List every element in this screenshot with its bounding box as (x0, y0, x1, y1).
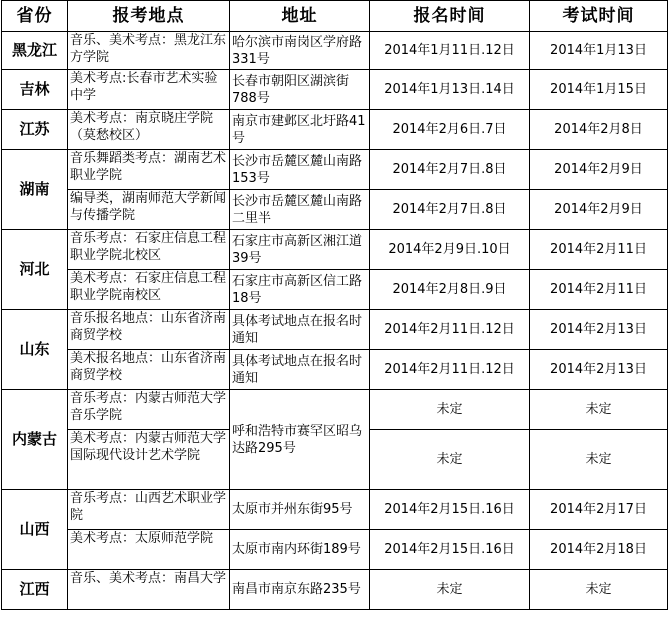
address-cell: 南昌市南京东路235号 (230, 570, 370, 610)
address-cell: 呼和浩特市赛罕区昭乌达路295号 (230, 390, 370, 490)
address-cell: 太原市南内环街189号 (230, 530, 370, 570)
registration-time-cell: 2014年2月7日.8日 (370, 150, 530, 190)
header-row (2, 1, 668, 32)
header-address: 地址 (230, 1, 370, 32)
site-cell: 美术考点：内蒙古师范大学国际现代设计艺术学院 (68, 430, 230, 490)
table-row (2, 350, 668, 390)
exam-time-cell: 未定 (530, 390, 668, 430)
exam-time-cell: 未定 (530, 570, 668, 610)
table-row (2, 70, 668, 110)
province-cell: 吉林 (2, 70, 68, 110)
address-cell: 石家庄市高新区湘江道39号 (230, 230, 370, 270)
exam-time-cell: 2014年2月11日 (530, 270, 668, 310)
site-cell: 美术考点：太原师范学院 (68, 530, 230, 570)
exam-time-cell: 2014年2月13日 (530, 310, 668, 350)
table-row (2, 32, 668, 70)
table-row (2, 490, 668, 530)
address-cell: 长春市朝阳区湖滨街788号 (230, 70, 370, 110)
site-cell: 音乐报名地点：山东省济南商贸学校 (68, 310, 230, 350)
site-cell: 编导类，湖南师范大学新闻与传播学院 (68, 190, 230, 230)
exam-time-cell: 2014年2月17日 (530, 490, 668, 530)
site-cell: 音乐、美术考点：南昌大学 (68, 570, 230, 610)
province-cell: 内蒙古 (2, 390, 68, 490)
exam-time-cell: 2014年2月9日 (530, 190, 668, 230)
address-cell: 具体考试地点在报名时通知 (230, 310, 370, 350)
table-row (2, 570, 668, 610)
table-row (2, 390, 668, 430)
exam-time-cell: 2014年1月13日 (530, 32, 668, 70)
header-exam-time: 考试时间 (530, 1, 668, 32)
site-cell: 音乐考点：内蒙古师范大学音乐学院 (68, 390, 230, 430)
province-cell: 湖南 (2, 150, 68, 230)
exam-time-cell: 2014年2月8日 (530, 110, 668, 150)
header-site: 报考地点 (68, 1, 230, 32)
registration-time-cell: 2014年2月8日.9日 (370, 270, 530, 310)
province-cell: 江苏 (2, 110, 68, 150)
registration-time-cell: 2014年2月9日.10日 (370, 230, 530, 270)
registration-time-cell: 未定 (370, 390, 530, 430)
exam-time-cell: 2014年2月11日 (530, 230, 668, 270)
site-cell: 美术考点：石家庄信息工程职业学院南校区 (68, 270, 230, 310)
address-cell: 哈尔滨市南岗区学府路331号 (230, 32, 370, 70)
address-cell: 长沙市岳麓区麓山南路153号 (230, 150, 370, 190)
address-cell: 太原市并州东街95号 (230, 490, 370, 530)
registration-time-cell: 2014年2月6日.7日 (370, 110, 530, 150)
province-cell: 山东 (2, 310, 68, 390)
table-row (2, 310, 668, 350)
table-row (2, 110, 668, 150)
registration-time-cell: 2014年1月11日.12日 (370, 32, 530, 70)
province-cell: 山西 (2, 490, 68, 570)
province-cell: 黑龙江 (2, 32, 68, 70)
registration-time-cell: 2014年2月7日.8日 (370, 190, 530, 230)
province-cell: 河北 (2, 230, 68, 310)
exam-schedule-table (1, 0, 668, 610)
table-row (2, 190, 668, 230)
exam-time-cell: 未定 (530, 430, 668, 490)
registration-time-cell: 未定 (370, 430, 530, 490)
table-row (2, 530, 668, 570)
registration-time-cell: 2014年2月15日.16日 (370, 530, 530, 570)
registration-time-cell: 未定 (370, 570, 530, 610)
registration-time-cell: 2014年1月13日.14日 (370, 70, 530, 110)
table-row (2, 270, 668, 310)
exam-time-cell: 2014年2月9日 (530, 150, 668, 190)
address-cell: 南京市建邺区北圩路41号 (230, 110, 370, 150)
registration-time-cell: 2014年2月15日.16日 (370, 490, 530, 530)
site-cell: 美术报名地点：山东省济南商贸学校 (68, 350, 230, 390)
site-cell: 音乐考点：山西艺术职业学院 (68, 490, 230, 530)
registration-time-cell: 2014年2月11日.12日 (370, 310, 530, 350)
site-cell: 音乐考点：石家庄信息工程职业学院北校区 (68, 230, 230, 270)
site-cell: 音乐舞蹈类考点：湖南艺术职业学院 (68, 150, 230, 190)
table-row (2, 230, 668, 270)
address-cell: 长沙市岳麓区麓山南路二里半 (230, 190, 370, 230)
site-cell: 美术考点：南京晓庄学院（莫愁校区） (68, 110, 230, 150)
address-cell: 石家庄市高新区信工路18号 (230, 270, 370, 310)
site-cell: 音乐、美术考点：黑龙江东方学院 (68, 32, 230, 70)
exam-time-cell: 2014年1月15日 (530, 70, 668, 110)
exam-time-cell: 2014年2月13日 (530, 350, 668, 390)
header-province: 省份 (2, 1, 68, 32)
address-cell: 具体考试地点在报名时通知 (230, 350, 370, 390)
header-registration-time: 报名时间 (370, 1, 530, 32)
province-cell: 江西 (2, 570, 68, 610)
site-cell: 美术考点:长春市艺术实验中学 (68, 70, 230, 110)
registration-time-cell: 2014年2月11日.12日 (370, 350, 530, 390)
table-row (2, 150, 668, 190)
exam-time-cell: 2014年2月18日 (530, 530, 668, 570)
